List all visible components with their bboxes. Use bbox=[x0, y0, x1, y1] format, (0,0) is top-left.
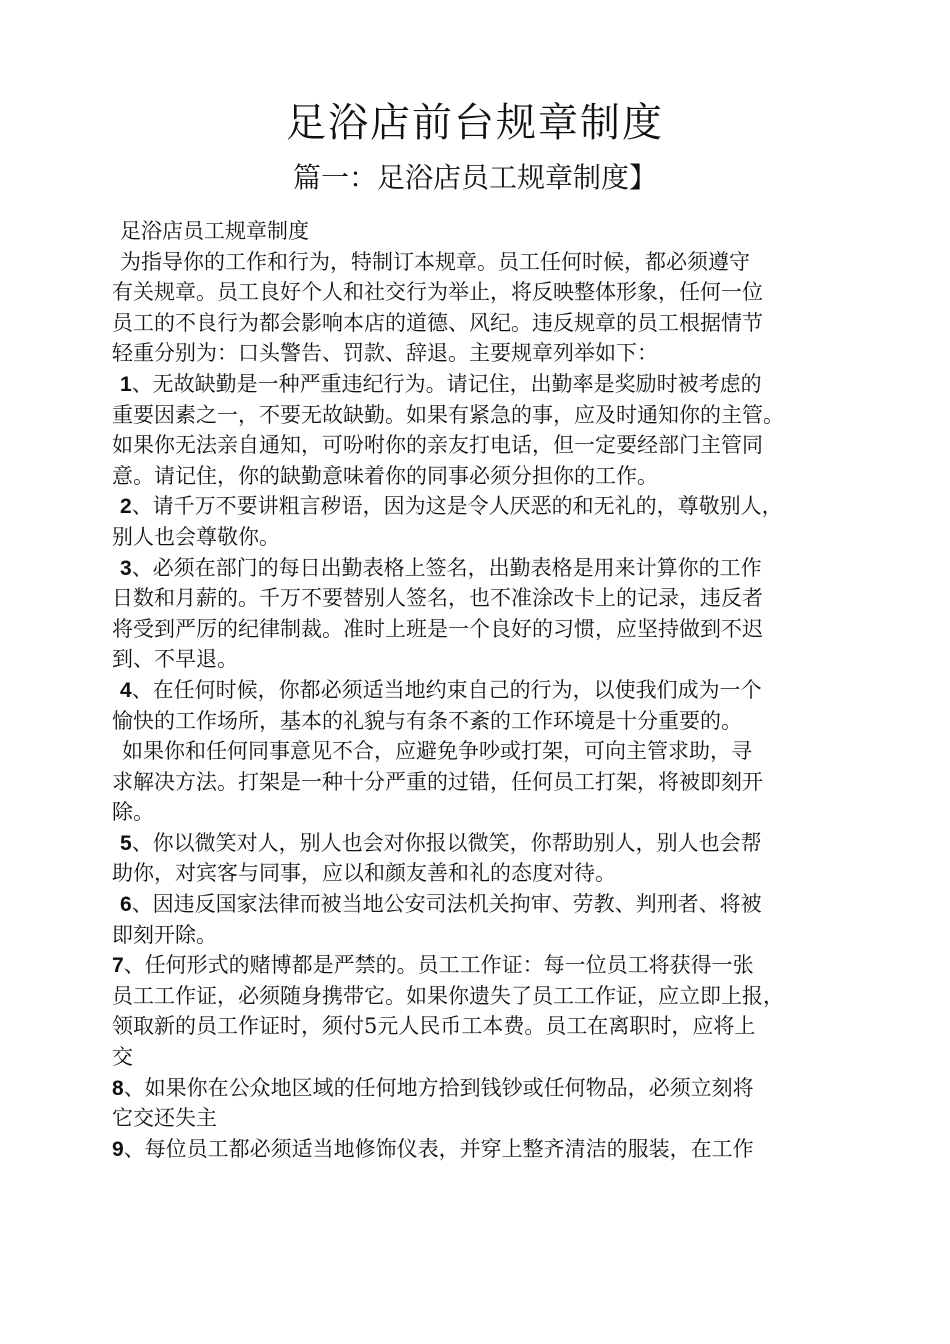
line-text: 、必须在部门的每日出勤表格上签名，出勤表格是用来计算你的工作 bbox=[131, 555, 762, 580]
line-text: 为指导你的工作和行为，特制订本规章。员工任何时候，都必须遵守 bbox=[120, 249, 750, 274]
item-number: 3 bbox=[120, 556, 132, 580]
line-text: 求解决方法。打架是一种十分严重的过错，任何员工打架，将被即刻开 bbox=[112, 769, 763, 794]
line-text: 如果你和任何同事意见不合，应避免争吵或打架，可向主管求助，寻 bbox=[122, 739, 752, 764]
line-text: 领取新的员工作证时，须付5元人民币工本费。员工在离职时，应将上 bbox=[112, 1014, 756, 1039]
text-line bbox=[112, 553, 842, 584]
line-text: 员工的不良行为都会影响本店的道德、风纪。违反规章的员工根据情节 bbox=[112, 310, 763, 335]
line-text: 愉快的工作场所，基本的礼貌与有条不紊的工作环境是十分重要的。 bbox=[112, 708, 742, 733]
text-line bbox=[112, 797, 842, 828]
text-line bbox=[112, 1042, 842, 1073]
text-line bbox=[112, 522, 842, 553]
text-line bbox=[112, 828, 842, 859]
text-line bbox=[112, 277, 842, 308]
text-line bbox=[112, 675, 842, 706]
line-text: 、如果你在公众地区域的任何地方拾到钱钞或任何物品，必须立刻将 bbox=[123, 1075, 754, 1100]
line-text: 除。 bbox=[112, 800, 154, 825]
line-text: 、每位员工都必须适当地修饰仪表，并穿上整齐清洁的服装，在工作 bbox=[123, 1136, 754, 1161]
text-line bbox=[112, 767, 842, 798]
line-text: 助你，对宾客与同事，应以和颜友善和礼的态度对待。 bbox=[112, 861, 616, 886]
line-text: 它交还失主 bbox=[112, 1106, 217, 1131]
line-text: 日数和月薪的。千万不要替别人签名，也不准涂改卡上的记录，违反者 bbox=[112, 586, 763, 611]
text-line bbox=[112, 981, 842, 1012]
item-number: 7 bbox=[112, 954, 124, 978]
line-text: 别人也会尊敬你。 bbox=[112, 524, 280, 549]
text-line bbox=[112, 706, 842, 737]
line-text: 、无故缺勤是一种严重违纪行为。请记住，出勤率是奖励时被考虑的 bbox=[131, 371, 762, 396]
text-line bbox=[112, 400, 842, 431]
item-number: 5 bbox=[120, 831, 132, 855]
text-line bbox=[112, 369, 842, 400]
text-line bbox=[112, 216, 842, 247]
line-text: 即刻开除。 bbox=[112, 922, 217, 947]
document-body bbox=[112, 216, 842, 1164]
line-text: 足浴店员工规章制度 bbox=[120, 219, 309, 243]
line-text: 重要因素之一，不要无故缺勤。如果有紧急的事，应及时通知你的主管。 bbox=[112, 402, 784, 427]
text-line bbox=[112, 583, 842, 614]
text-line bbox=[112, 1011, 842, 1042]
line-text: 、在任何时候，你都必须适当地约束自己的行为，以使我们成为一个 bbox=[131, 677, 762, 702]
item-number: 2 bbox=[120, 495, 132, 519]
item-number: 8 bbox=[112, 1076, 124, 1100]
line-text: 、因违反国家法律而被当地公安司法机关拘审、劳教、判刑者、将被 bbox=[131, 892, 762, 917]
line-text: 到、不早退。 bbox=[112, 647, 238, 672]
text-line bbox=[112, 338, 842, 369]
line-text: 、任何形式的赌博都是严禁的。员工工作证：每一位员工将获得一张 bbox=[123, 953, 754, 978]
item-number: 6 bbox=[120, 893, 132, 917]
document-title: 足浴店前台规章制度 bbox=[286, 100, 664, 146]
document-subtitle: 篇一：足浴店员工规章制度】 bbox=[292, 161, 657, 194]
text-line bbox=[112, 247, 842, 278]
text-line bbox=[112, 1134, 842, 1165]
item-number: 1 bbox=[120, 372, 132, 396]
line-text: 轻重分别为：口头警告、罚款、辞退。主要规章列举如下： bbox=[112, 341, 658, 366]
text-line bbox=[112, 308, 842, 339]
text-line bbox=[112, 491, 842, 522]
text-line bbox=[112, 430, 842, 461]
line-text: 如果你无法亲自通知，可吩咐你的亲友打电话，但一定要经部门主管同 bbox=[112, 433, 763, 458]
item-number: 9 bbox=[112, 1137, 124, 1161]
text-line bbox=[112, 1103, 842, 1134]
text-line bbox=[112, 461, 842, 492]
line-text: 员工工作证，必须随身携带它。如果你遗失了员工工作证，应立即上报， bbox=[112, 983, 784, 1008]
line-text: 意。请记住，你的缺勤意味着你的同事必须分担你的工作。 bbox=[112, 463, 658, 488]
line-text: 、请千万不要讲粗言秽语，因为这是令人厌恶的和无礼的，尊敬别人， bbox=[131, 494, 783, 519]
line-text: 将受到严厉的纪律制裁。准时上班是一个良好的习惯，应坚持做到不迟 bbox=[112, 616, 763, 641]
line-text: 、你以微笑对人，别人也会对你报以微笑，你帮助别人，别人也会帮 bbox=[131, 830, 762, 855]
text-line bbox=[112, 920, 842, 951]
text-line bbox=[112, 644, 842, 675]
text-line bbox=[112, 736, 842, 767]
text-line bbox=[112, 858, 842, 889]
line-text: 交 bbox=[112, 1045, 133, 1070]
item-number: 4 bbox=[120, 678, 132, 702]
line-text: 有关规章。员工良好个人和社交行为举止，将反映整体形象，任何一位 bbox=[112, 280, 763, 305]
text-line bbox=[112, 614, 842, 645]
text-line bbox=[112, 950, 842, 981]
text-line bbox=[112, 889, 842, 920]
text-line bbox=[112, 1073, 842, 1104]
